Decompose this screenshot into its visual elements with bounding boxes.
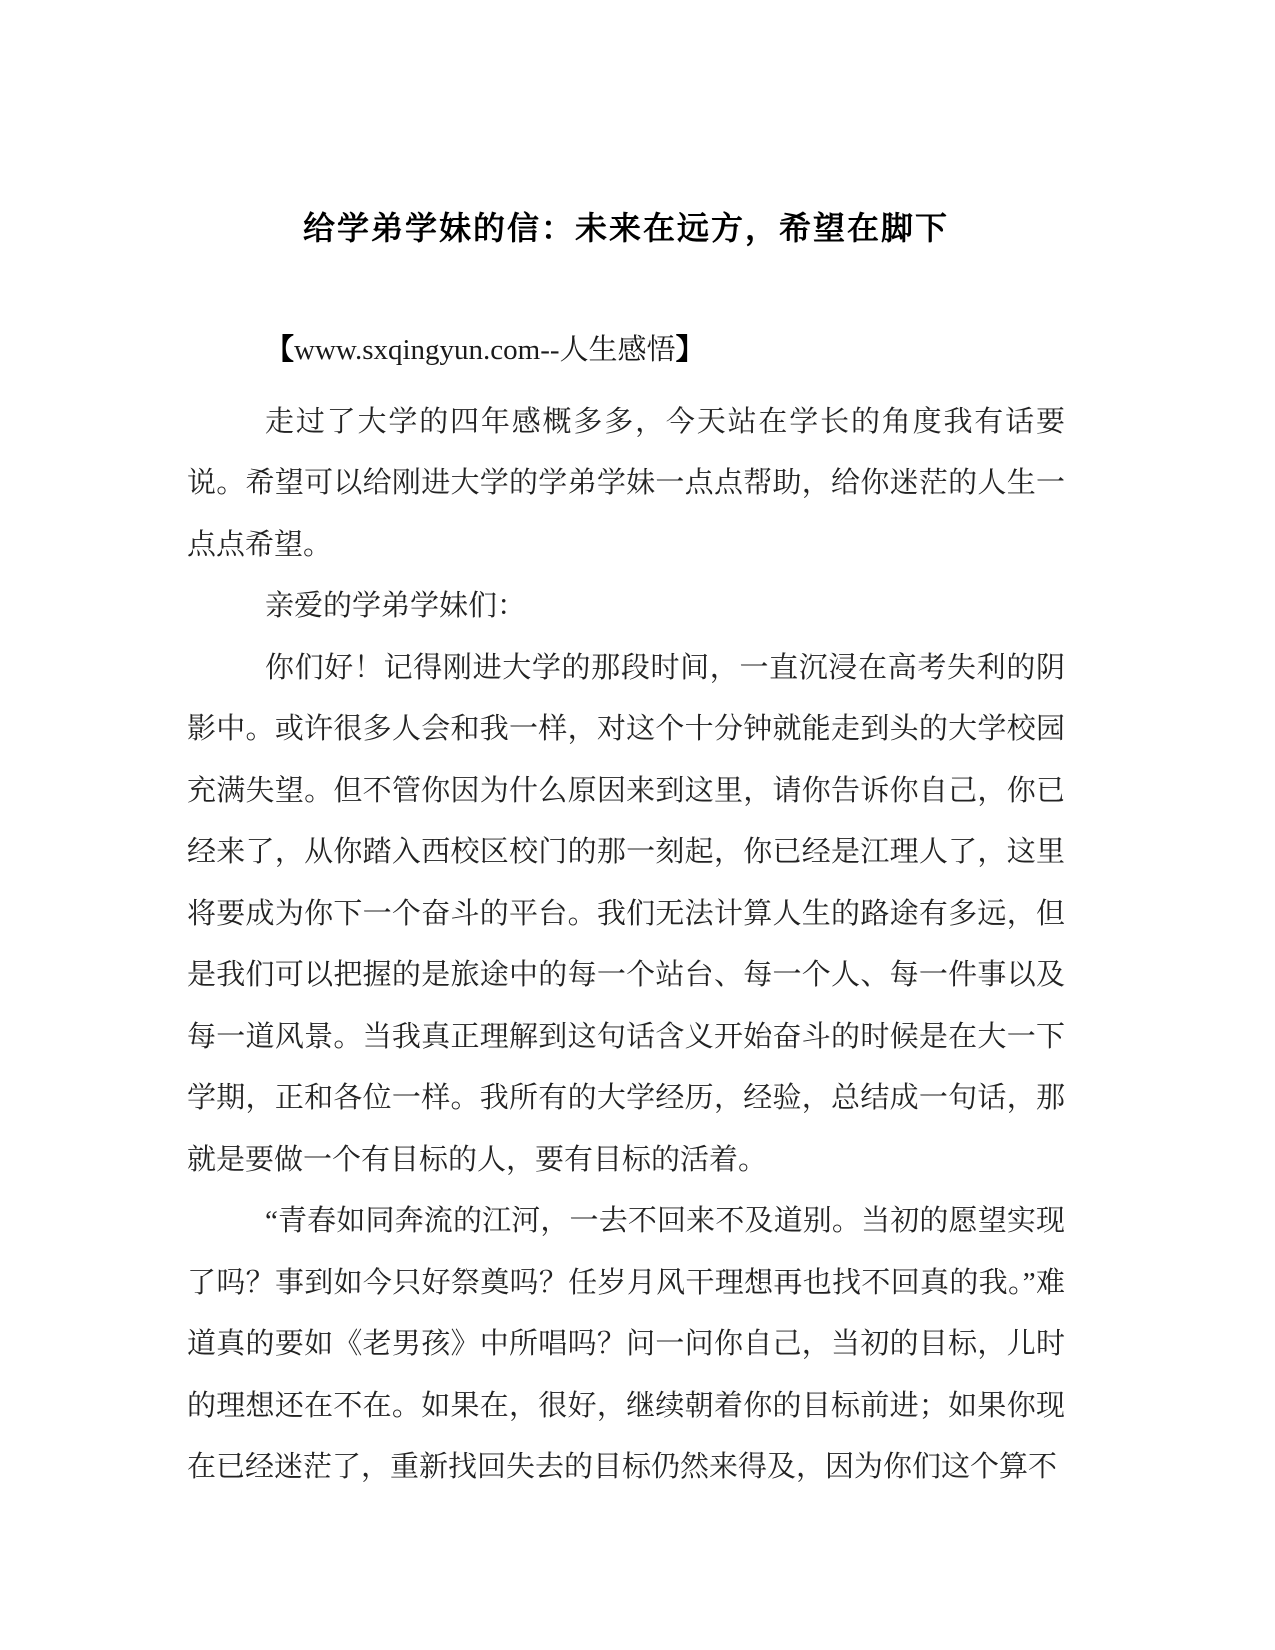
source-text: www.sxqingyun.com--人生感悟 xyxy=(294,334,676,366)
source-bracket-close: 】 xyxy=(675,334,705,366)
paragraph-main: 你们好！记得刚进大学的那段时间，一直沉浸在高考失利的阴影中。或许很多人会和我一样，对这个十分钟就能走到头的大学校园充满失望。但不管你因为什么原因来到这里，请你告诉你自己，你已经来了，从你踏入西校区校门的那一刻起，你已经是江理人了，这里将要成为你下一个奋斗的平台。我们无法计算人生的路途有多远，但是我们可以把握的是旅途中的每一个站台、每一个人、每一件事以及每一道风景。当我真正理解到这句话含义开始奋斗的时候是在大一下学期，正和各位一样。我所有的大学经历，经验，总结成一句话，那就是要做一个有目标的人，要有目标的活着。 xyxy=(187,651,1065,1176)
paragraph-lyrics-advice: “青春如同奔流的江河，一去不回来不及道别。当初的愿望实现了吗？事到如今只好祭奠吗？任岁月风干理想再也找不回真的我。”难道真的要如《老男孩》中所唱吗？问一问你自己，当初的目标，儿时的理想还在不在。如果在，很好，继续朝着你的目标前进；如果你现在已经迷茫了，重新找回失去的目标仍然来得及，因为你们这个算不 xyxy=(187,1205,1065,1483)
paragraph-salutation: 亲爱的学弟学妹们： xyxy=(265,590,527,622)
document-title: 给学弟学妹的信：未来在远方，希望在脚下 xyxy=(302,210,949,246)
text-column xyxy=(187,0,1065,1499)
source-bracket-open: 【 xyxy=(265,334,295,366)
paragraph-intro: 走过了大学的四年感概多多，今天站在学长的角度我有话要说。希望可以给刚进大学的学弟学妹一点点帮助，给你迷茫的人生一点点希望。 xyxy=(187,405,1065,561)
source-line xyxy=(187,320,1065,382)
